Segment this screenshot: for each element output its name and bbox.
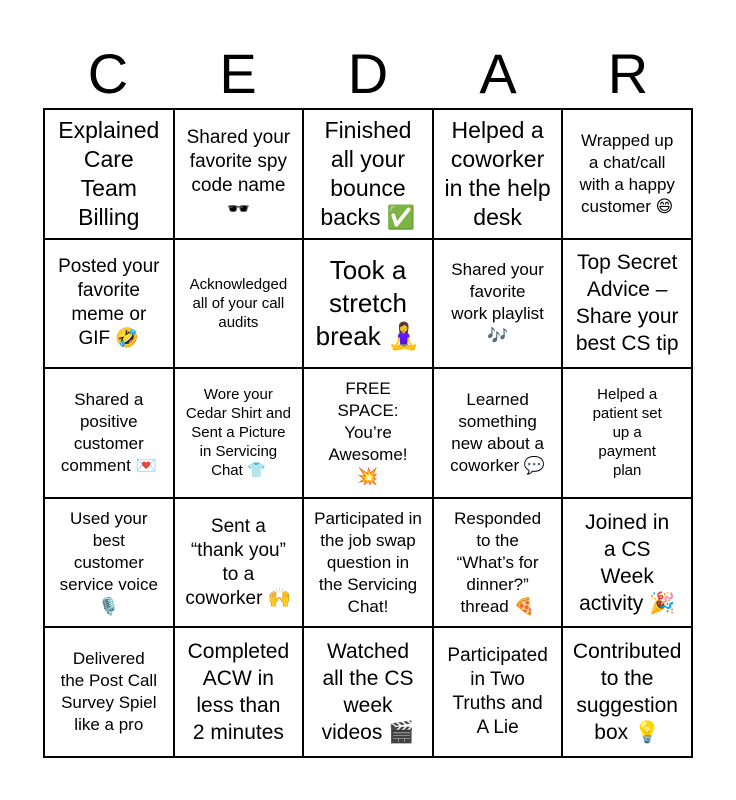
cell-text: Shared your favorite spy code name 🕶️ [186, 126, 291, 220]
bingo-cell[interactable] [433, 109, 563, 239]
header-letter-d: D [347, 42, 389, 105]
cell-text: Joined in a CS Week activity 🎉 [579, 510, 676, 615]
bingo-cell[interactable] [433, 498, 563, 628]
cell-text: Wrapped up a chat/call with a happy customer 😄 [579, 130, 675, 216]
bingo-cell[interactable] [303, 109, 433, 239]
bingo-cell[interactable] [44, 109, 174, 239]
header-letter-a: A [479, 42, 517, 105]
cell-text: Helped a patient set up a payment plan [592, 386, 662, 480]
cell-text: Explained Care Team Billing [58, 116, 160, 230]
bingo-cell[interactable] [174, 498, 304, 628]
bingo-cell[interactable] [44, 498, 174, 628]
cell-text: Posted your favorite meme or GIF 🤣 [58, 256, 160, 350]
bingo-cell[interactable] [433, 239, 563, 369]
bingo-cell[interactable] [562, 109, 692, 239]
bingo-cell[interactable] [303, 627, 433, 757]
cell-text: Responded to the “What’s for dinner?” thread 🍕 [454, 508, 542, 616]
header-letter-r: R [607, 42, 649, 105]
bingo-cell[interactable] [562, 239, 692, 369]
cell-text: Took a stretch break 🧘‍♀️ [315, 254, 421, 351]
header-letter-c: C [87, 42, 129, 105]
cell-text: Learned something new about a coworker 💬 [450, 389, 546, 475]
cell-text: Participated in the job swap question in the Servicing Chat! [314, 508, 422, 616]
bingo-cell[interactable] [303, 498, 433, 628]
bingo-cell[interactable] [174, 239, 304, 369]
bingo-cell[interactable] [562, 627, 692, 757]
cell-text: Sent a “thank you” to a coworker 🙌 [185, 515, 292, 609]
cell-text: Used your best customer service voice 🎙️ [59, 508, 158, 616]
bingo-board [43, 108, 693, 758]
cell-text: Wore your Cedar Shirt and Sent a Picture in Servicing Chat 👕 [185, 386, 291, 480]
bingo-cell[interactable] [562, 368, 692, 498]
bingo-cell[interactable] [44, 368, 174, 498]
cell-text: Watched all the CS week videos 🎬 [321, 640, 415, 745]
cell-text: Participated in Two Truths and A Lie [447, 645, 548, 739]
cell-text: Shared your favorite work playlist 🎶 [451, 260, 544, 346]
bingo-cell[interactable] [562, 498, 692, 628]
bingo-cell[interactable] [44, 627, 174, 757]
bingo-header [43, 40, 693, 108]
bingo-cell[interactable] [433, 368, 563, 498]
cell-text: FREE SPACE: You’re Awesome! 💥 [328, 378, 408, 486]
bingo-cell[interactable] [174, 109, 304, 239]
bingo-cell[interactable] [174, 368, 304, 498]
cell-text: Helped a coworker in the help desk [444, 116, 551, 230]
cell-text: Shared a positive customer comment 💌 [60, 389, 157, 475]
bingo-cell[interactable] [174, 627, 304, 757]
cell-text: Delivered the Post Call Survey Spiel like a pro [60, 649, 157, 735]
cell-text: Finished all your bounce backs ✅ [320, 116, 416, 230]
bingo-cell[interactable] [303, 239, 433, 369]
header-letter-e: E [219, 42, 257, 105]
free-space-cell[interactable] [303, 368, 433, 498]
bingo-cell[interactable] [44, 239, 174, 369]
bingo-cell[interactable] [433, 627, 563, 757]
cell-text: Completed ACW in less than 2 minutes [187, 640, 290, 745]
cell-text: Top Secret Advice – Share your best CS tip [575, 251, 679, 356]
cell-text: Acknowledged all of your call audits [189, 275, 288, 331]
cell-text: Contributed to the suggestion box 💡 [572, 640, 682, 745]
